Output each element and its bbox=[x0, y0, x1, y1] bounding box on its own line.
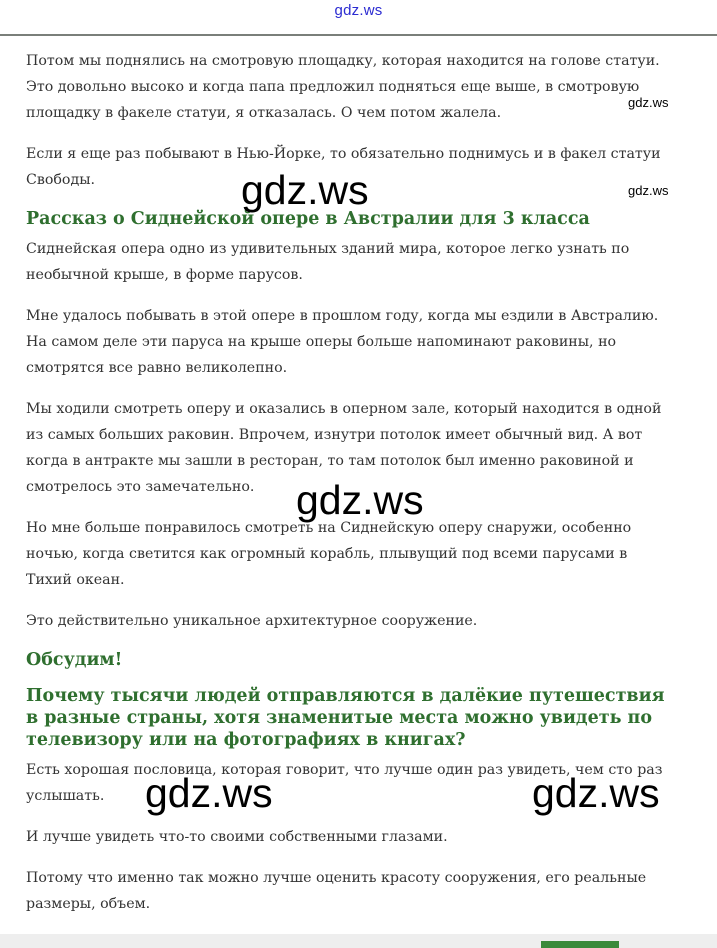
paragraph: Это действительно уникальное архитектурное сооружение. bbox=[26, 613, 478, 629]
section-heading-discuss: Обсудим! bbox=[26, 650, 123, 670]
watermark-small: gdz.ws bbox=[628, 183, 669, 198]
paragraph: Есть хорошая пословица, которая говорит, что лучше один раз увидеть, чем сто раз услышать. bbox=[26, 762, 663, 804]
watermark-small: gdz.ws bbox=[628, 95, 669, 110]
paragraph: Но мне больше понравилось смотреть на Сиднейскую оперу снаружи, особенно ночью, когда светится как огромный корабль, плывущий под всеми парусами в Тихий океан. bbox=[26, 520, 632, 588]
watermark-large: gdz.ws bbox=[296, 477, 424, 523]
paragraph: Сиднейская опера одно из удивительных зданий мира, которое легко узнать по необычной крыше, в форме парусов. bbox=[26, 241, 630, 283]
paragraph: Если я еще раз побывают в Нью-Йорке, то обязательно поднимусь и в факел статуи Свободы. bbox=[26, 146, 661, 188]
watermark-large: gdz.ws bbox=[145, 770, 273, 816]
paragraph: Мы ходили смотреть оперу и оказались в оперном зале, который находится в одной из самых больших раковин. Впрочем, изнутри потолок имеет обычный вид. А вот когда в антракте мы зашли в ресторан, то там потолок был именно раковиной и смотрелось это замечательно. bbox=[26, 401, 662, 495]
question-heading: Почему тысячи людей отправляются в далёкие путешествия в разные страны, хотя знаменитые места можно увидеть по телевизору или на фотографиях в книгах? bbox=[26, 686, 665, 750]
paragraph: И лучше увидеть что-то своими собственными глазами. bbox=[26, 829, 448, 845]
paragraph: Потом мы поднялись на смотровую площадку, которая находится на голове статуи. Это довольно высоко и когда папа предложил подняться еще выше, в смотровую площадку в факеле статуи, я отказалась. О чем потом жалела. bbox=[26, 53, 660, 121]
site-logo[interactable]: gdz.ws bbox=[334, 2, 383, 19]
bottom-action-button[interactable] bbox=[541, 941, 619, 948]
paragraph: Мне удалось побывать в этой опере в прошлом году, когда мы ездили в Австралию. На самом деле эти паруса на крыше оперы больше напоминают раковины, но смотрятся все равно великолепно. bbox=[26, 308, 659, 376]
watermark-large: gdz.ws bbox=[532, 770, 660, 816]
watermark-large: gdz.ws bbox=[241, 167, 369, 213]
section-heading-sydney: Рассказ о Сиднейской опере в Австралии для 3 класса bbox=[26, 209, 590, 229]
top-bar bbox=[0, 0, 717, 36]
paragraph: Потому что именно так можно лучше оценить красоту сооружения, его реальные размеры, объем. bbox=[26, 870, 647, 912]
